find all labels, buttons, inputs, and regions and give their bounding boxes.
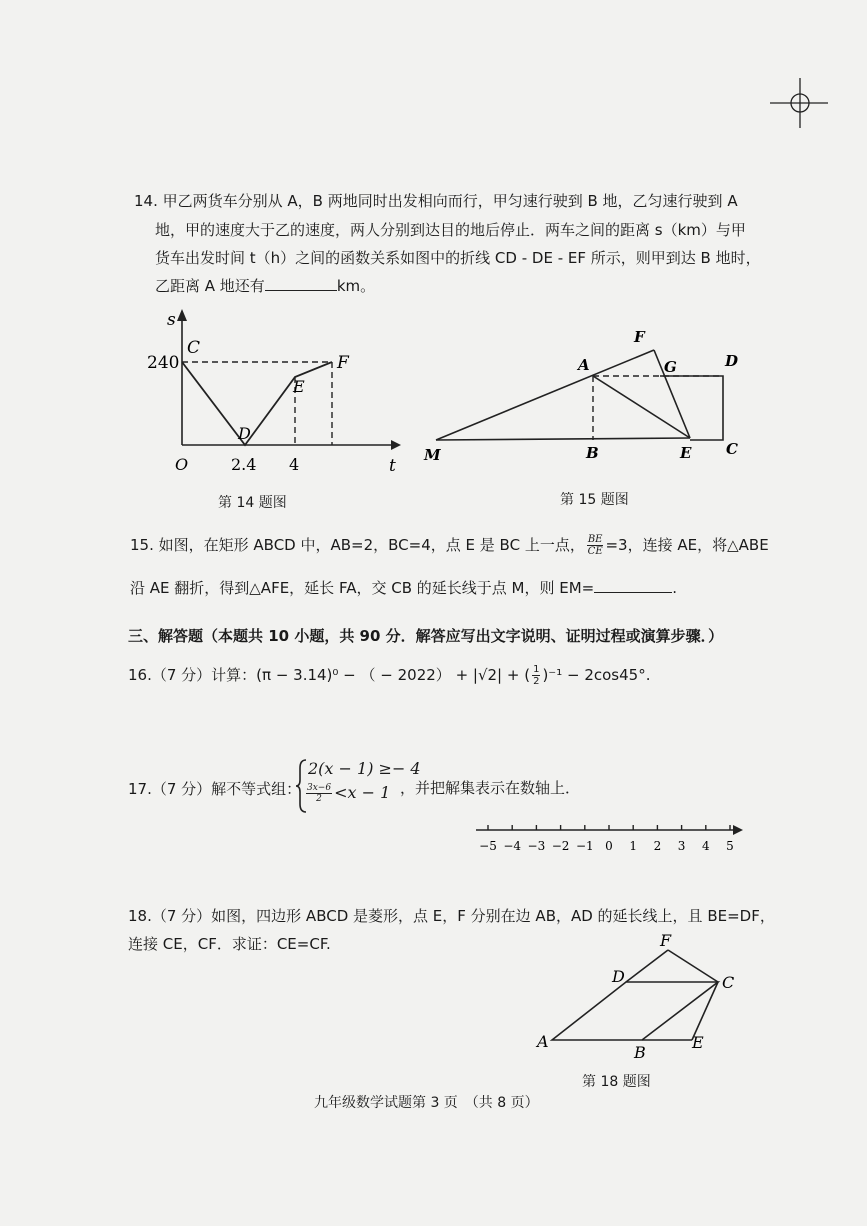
number-line-label: −5 xyxy=(479,839,497,853)
point-label-F18: F xyxy=(660,931,672,950)
inequality-2: $\frac{3x-6}{2}$ <x − 1 xyxy=(307,783,391,804)
number-line-label: −1 xyxy=(575,839,594,853)
point-label-B18: B xyxy=(634,1043,646,1062)
caption-14: 第 14 题图 xyxy=(218,495,287,511)
q18-line-1: 18.（7 分）如图，四边形 ABCD 是菱形，点 E，F 分别在边 AB，AD 的延长线上，且 BE=DF， xyxy=(128,907,775,925)
inequality-1: 2(x − 1) ≥− 4 xyxy=(308,759,421,778)
x-tick-4: 4 xyxy=(289,455,300,474)
number-line-label: 1 xyxy=(629,839,638,853)
number-line-label: −2 xyxy=(551,839,570,853)
point-label-E18: E xyxy=(692,1033,704,1052)
number-line-label: 4 xyxy=(701,839,710,853)
number-line-label: 3 xyxy=(677,839,686,853)
q14-line-1: 14. 甲乙两货车分别从 A，B 两地同时出发相向而行，甲匀速行驶到 B 地，乙匀速行驶到 A xyxy=(134,192,738,210)
point-label-D: D xyxy=(238,424,251,443)
point-label-D18: D xyxy=(612,967,625,986)
number-line-label: 5 xyxy=(726,839,734,853)
fraction-be-ce: $\frac{BE}{CE}$ xyxy=(587,534,603,557)
answer-blank-14[interactable] xyxy=(265,276,337,291)
point-label-A15: A xyxy=(578,356,590,374)
number-line-label: −4 xyxy=(503,839,522,853)
q15-line-2: 沿 AE 翻折，得到△AFE，延长 FA，交 CB 的延长线于点 M，则 EM= . xyxy=(130,579,678,597)
point-label-C18: C xyxy=(722,973,735,992)
question-16: 16.（7 分）计算：(π − 3.14)⁰ − （ − 2022） + |√2| + ( $\frac{1}{2}$ )⁻¹ − 2cos45°. xyxy=(128,664,651,687)
x-tick-2.4: 2.4 xyxy=(231,455,257,474)
point-label-M15: M xyxy=(424,446,441,464)
answer-blank-15[interactable] xyxy=(594,578,672,593)
axis-label-s: s xyxy=(167,310,176,330)
q14-line-4: 乙距离 A 地还有 km。 xyxy=(155,277,376,295)
point-label-A18: A xyxy=(537,1032,549,1051)
point-label-E15: E xyxy=(680,444,692,462)
point-label-C: C xyxy=(187,338,201,358)
q14-number: 14. xyxy=(134,192,158,210)
point-label-F: F xyxy=(337,353,349,373)
point-label-D15: D xyxy=(725,352,739,370)
point-label-F15: F xyxy=(634,328,645,346)
figure-15-geometry xyxy=(420,322,750,467)
section-3-heading: 三、解答题（本题共 10 小题，共 90 分．解答应写出文字说明、证明过程或演算步骤．） xyxy=(128,627,724,645)
figure-14-graph xyxy=(147,305,415,480)
point-label-B15: B xyxy=(586,444,599,462)
y-tick-240: 240 xyxy=(147,353,180,373)
q14-line-2: 地，甲的速度大于乙的速度，两人分别到达目的地后停止．两车之间的距离 s（km）与甲 xyxy=(155,221,746,239)
number-line-label: 2 xyxy=(653,839,662,853)
q15-line-1: 15. 如图，在矩形 ABCD 中，AB=2，BC=4，点 E 是 BC 上一点， $\frac{BE}{CE}$ =3，连接 AE，将△ABE xyxy=(130,534,769,557)
caption-15: 第 15 题图 xyxy=(560,492,629,508)
caption-18: 第 18 题图 xyxy=(582,1074,651,1090)
number-line xyxy=(470,818,750,858)
number-line-label: −3 xyxy=(527,839,546,853)
figure-18-rhombus xyxy=(530,928,750,1060)
registration-mark-icon xyxy=(770,78,830,128)
origin-label: O xyxy=(175,455,189,474)
q17-prefix: 17.（7 分）解不等式组： xyxy=(128,780,302,798)
point-label-E: E xyxy=(293,377,305,396)
q17-suffix: ，并把解集表示在数轴上． xyxy=(400,779,581,797)
point-label-G15: G xyxy=(664,358,677,376)
axis-label-t: t xyxy=(389,456,396,476)
q14-line-3: 货车出发时间 t（h）之间的函数关系如图中的折线 CD - DE - EF 所示，则甲到达 B 地时， xyxy=(155,249,761,267)
q18-line-2: 连接 CE，CF．求证：CE=CF. xyxy=(128,935,331,953)
point-label-C15: C xyxy=(726,440,738,458)
number-line-label: 0 xyxy=(605,839,613,853)
fraction-one-half: $\frac{1}{2}$ xyxy=(533,664,540,687)
page-footer: 九年级数学试题第 3 页 （共 8 页） xyxy=(314,1095,539,1111)
